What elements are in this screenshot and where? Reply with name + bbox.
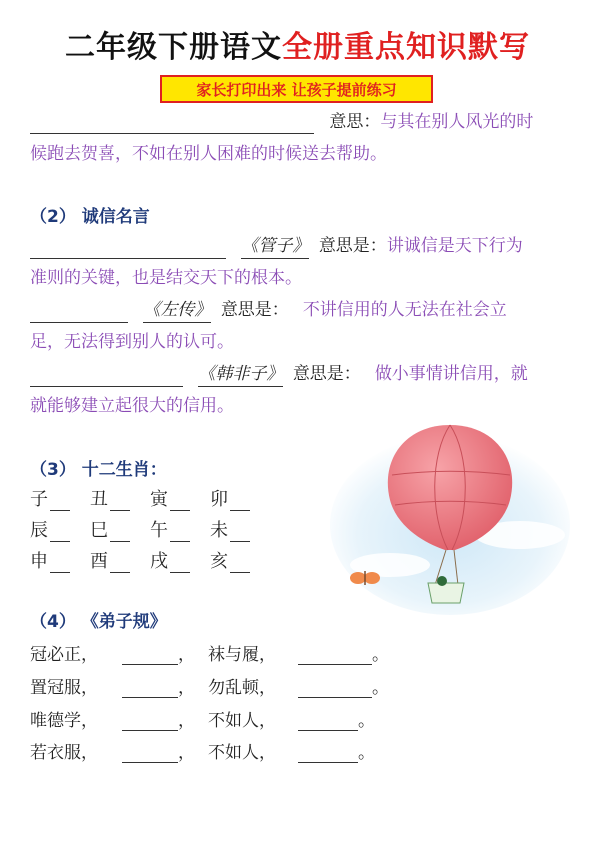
meaning-text: 讲诚信是天下行为 bbox=[386, 236, 523, 256]
meaning-label: 意思是： bbox=[318, 236, 387, 256]
quote-hanfeizi-line-2: 就能够建立起很大的信用。 bbox=[30, 396, 234, 416]
answer-blank[interactable] bbox=[298, 646, 372, 665]
answer-blank[interactable] bbox=[298, 679, 372, 698]
answer-blank[interactable] bbox=[170, 523, 190, 542]
section-heading-integrity: （2） 诚信名言 bbox=[30, 207, 150, 227]
meaning-label: 意思： bbox=[329, 112, 381, 132]
butterfly-icon bbox=[350, 571, 380, 585]
banner: 家长打印出来 让孩子提前练习 bbox=[160, 75, 433, 103]
answer-blank[interactable] bbox=[122, 712, 178, 731]
zodiac-char: 未 bbox=[210, 520, 228, 541]
zodiac-char: 巳 bbox=[90, 520, 108, 541]
zodiac-char: 子 bbox=[30, 489, 48, 510]
punctuation: ， bbox=[178, 711, 195, 731]
quote-guanzi-line-2: 准则的关键，也是结交天下的根本。 bbox=[30, 268, 302, 288]
book-title: 《韩非子》 bbox=[198, 362, 283, 387]
answer-blank[interactable] bbox=[298, 744, 358, 763]
answer-blank[interactable] bbox=[30, 368, 183, 387]
answer-blank[interactable] bbox=[110, 554, 130, 573]
answer-blank[interactable] bbox=[170, 554, 190, 573]
meaning-text: 做小事情讲信用，就 bbox=[374, 364, 528, 384]
section-heading-dizigui: （4） 《弟子规》 bbox=[30, 612, 167, 632]
punctuation: 。 bbox=[372, 678, 389, 698]
answer-blank[interactable] bbox=[50, 554, 70, 573]
answer-blank[interactable] bbox=[30, 304, 128, 323]
meaning-text: 不讲信用的人无法在社会立 bbox=[302, 300, 507, 320]
answer-blank[interactable] bbox=[230, 523, 250, 542]
meaning-label: 意思是： bbox=[292, 364, 361, 384]
answer-blank[interactable] bbox=[122, 744, 178, 763]
meaning-label: 意思是： bbox=[220, 300, 289, 320]
answer-blank[interactable] bbox=[170, 492, 190, 511]
answer-blank[interactable] bbox=[122, 646, 178, 665]
zodiac-row bbox=[30, 516, 270, 542]
answer-blank[interactable] bbox=[230, 492, 250, 511]
section-heading-zodiac: （3） 十二生肖： bbox=[30, 460, 167, 480]
dizigui-row bbox=[30, 640, 389, 665]
answer-blank[interactable] bbox=[50, 523, 70, 542]
zodiac-char: 戌 bbox=[150, 551, 168, 572]
verse-text: 唯德学， bbox=[30, 711, 98, 731]
dizigui-row bbox=[30, 673, 389, 698]
passenger-figure bbox=[437, 576, 447, 586]
verse-text: 勿乱顿， bbox=[208, 678, 276, 698]
zodiac-char: 午 bbox=[150, 520, 168, 541]
balloon-basket bbox=[428, 583, 464, 603]
punctuation: ， bbox=[178, 678, 195, 698]
book-title: 《管子》 bbox=[241, 234, 309, 259]
zodiac-char: 辰 bbox=[30, 520, 48, 541]
verse-text: 不如人， bbox=[208, 711, 276, 731]
zodiac-row bbox=[30, 485, 270, 511]
intro-line-1 bbox=[30, 110, 533, 134]
answer-blank[interactable] bbox=[50, 492, 70, 511]
answer-blank[interactable] bbox=[230, 554, 250, 573]
answer-blank[interactable] bbox=[110, 523, 130, 542]
quote-zuozhuan-line-2: 足，无法得到别人的认可。 bbox=[30, 332, 234, 352]
quote-guanzi-line-1 bbox=[30, 234, 523, 259]
page-title bbox=[0, 22, 595, 66]
verse-text: 若衣服， bbox=[30, 743, 98, 763]
punctuation: ， bbox=[178, 743, 195, 763]
quote-hanfeizi-line-1 bbox=[30, 362, 528, 387]
quote-zuozhuan-line-1 bbox=[30, 298, 507, 323]
zodiac-char: 丑 bbox=[90, 489, 108, 510]
dizigui-row bbox=[30, 738, 375, 763]
zodiac-row bbox=[30, 547, 270, 573]
answer-blank[interactable] bbox=[122, 679, 178, 698]
title-part2: 全册重点知识默写 bbox=[282, 30, 530, 65]
punctuation: 。 bbox=[358, 711, 375, 731]
intro-line-2: 候跑去贺喜，不如在别人困难的时候送去帮助。 bbox=[30, 144, 387, 164]
punctuation: 。 bbox=[372, 645, 389, 665]
answer-blank[interactable] bbox=[30, 240, 226, 259]
punctuation: ， bbox=[178, 645, 195, 665]
zodiac-char: 酉 bbox=[90, 551, 108, 572]
answer-blank[interactable] bbox=[110, 492, 130, 511]
zodiac-char: 申 bbox=[30, 551, 48, 572]
verse-text: 置冠服， bbox=[30, 678, 98, 698]
meaning-text: 与其在别人风光的时 bbox=[380, 112, 534, 132]
title-part1: 二年级下册语文 bbox=[65, 30, 282, 65]
zodiac-char: 卯 bbox=[210, 489, 228, 510]
zodiac-char: 亥 bbox=[210, 551, 228, 572]
answer-blank[interactable] bbox=[298, 712, 358, 731]
verse-text: 不如人， bbox=[208, 743, 276, 763]
zodiac-char: 寅 bbox=[150, 489, 168, 510]
book-title: 《左传》 bbox=[143, 298, 211, 323]
dizigui-row bbox=[30, 706, 375, 731]
verse-text: 冠必正， bbox=[30, 645, 98, 665]
hot-air-balloon-illustration bbox=[330, 415, 580, 615]
punctuation: 。 bbox=[358, 743, 375, 763]
verse-text: 袜与履， bbox=[208, 645, 276, 665]
answer-blank[interactable] bbox=[30, 115, 314, 134]
